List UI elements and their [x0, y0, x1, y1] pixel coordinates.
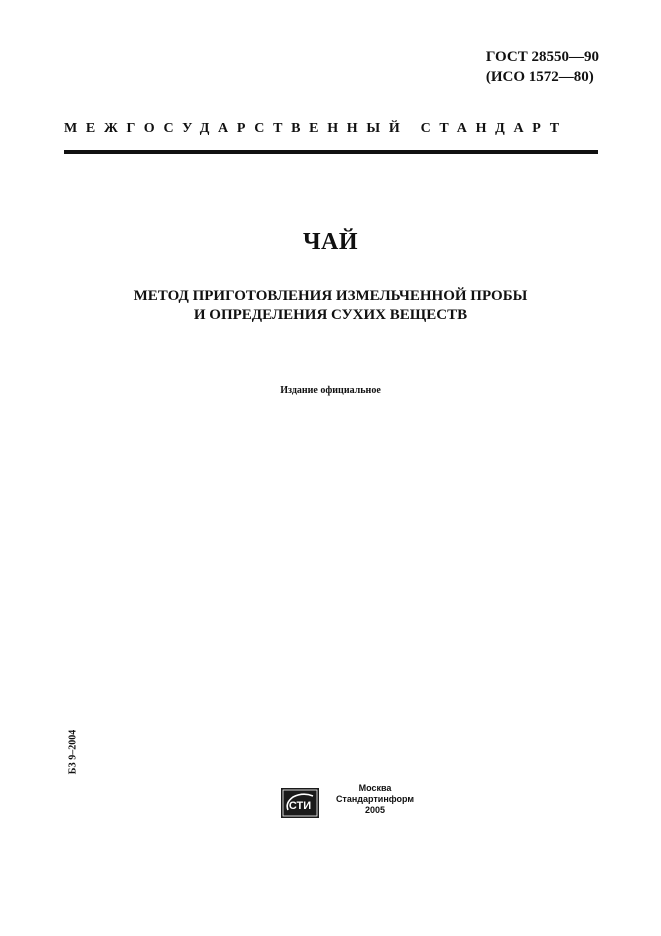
subtitle-line-1: МЕТОД ПРИГОТОВЛЕНИЯ ИЗМЕЛЬЧЕННОЙ ПРОБЫ — [133, 288, 528, 304]
side-code: БЗ 9–2004 — [67, 729, 79, 775]
publisher-city: Москва — [358, 783, 392, 793]
standartinform-logo-icon — [281, 788, 319, 818]
logo-letters: СТИ — [288, 800, 312, 812]
subtitle-line-2: И ОПРЕДЕЛЕНИЯ СУХИХ ВЕЩЕСТВ — [193, 307, 468, 323]
gost-number: ГОСТ 28550—90 — [485, 49, 599, 65]
publisher-name: Стандартинформ — [335, 794, 415, 804]
document-title: ЧАЙ — [302, 229, 359, 255]
gost-designation — [486, 47, 599, 87]
standard-type-heading: МЕЖГОСУДАРСТВЕННЫЙ СТАНДАРТ — [64, 121, 568, 136]
publisher-year: 2005 — [364, 805, 386, 815]
iso-number: (ИСО 1572—80) — [485, 69, 594, 85]
publisher-info — [333, 783, 417, 816]
header-divider — [64, 150, 598, 154]
edition-label: Издание официальное — [280, 385, 381, 396]
document-subtitle — [0, 287, 661, 325]
